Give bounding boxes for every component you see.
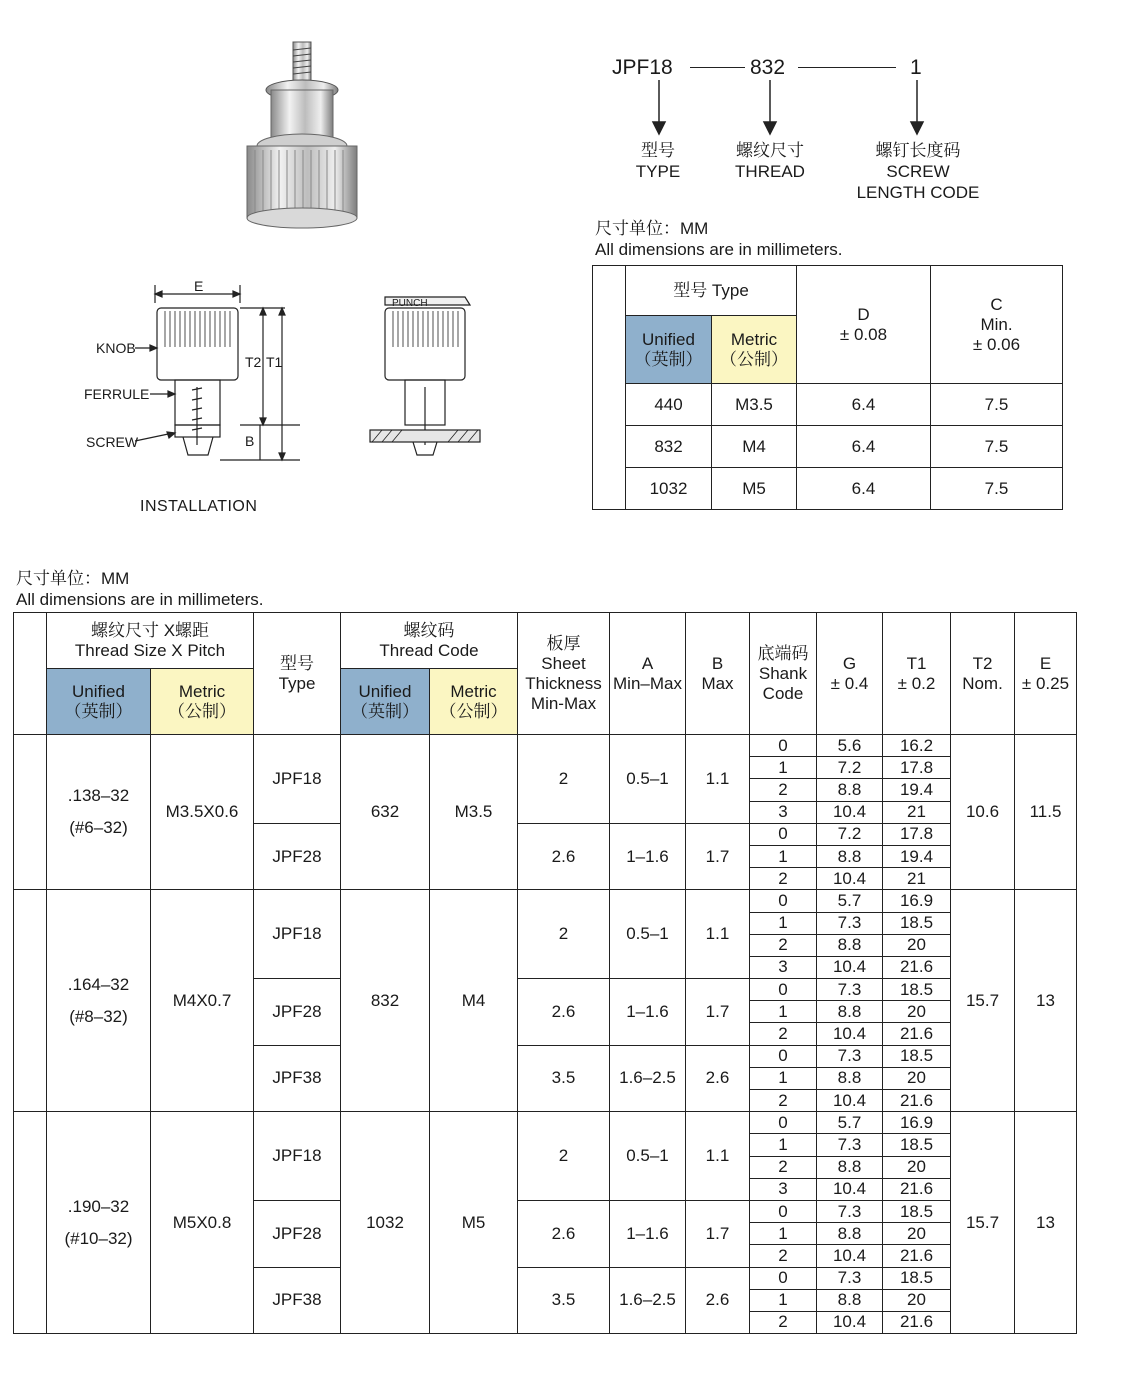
cell-t1: 21.6 [883, 956, 951, 978]
code-dash [690, 67, 745, 68]
cell-shank: 1 [750, 912, 817, 934]
cell-shank: 2 [750, 1311, 817, 1333]
cell-shank: 1 [750, 1001, 817, 1023]
cell-metric-thread: M5X0.8 [151, 1112, 254, 1334]
code-label-thread-cn: 螺纹尺寸 [736, 141, 804, 160]
code-segment-thread: 832 [750, 56, 786, 79]
cell-t1: 20 [883, 934, 951, 956]
cell-g: 10.4 [817, 1311, 883, 1333]
cell-g: 10.4 [817, 1245, 883, 1267]
col-header-unified: Unified （英制） [47, 669, 151, 735]
cell-g: 5.7 [817, 890, 883, 912]
table-spacer [593, 266, 626, 510]
units-note-cn: 尺寸单位：MM [595, 219, 709, 238]
cell-shank: 0 [750, 735, 817, 757]
cell-g: 10.4 [817, 956, 883, 978]
cell-shank: 2 [750, 868, 817, 890]
cell-g: 7.3 [817, 912, 883, 934]
cell-shank: 1 [750, 757, 817, 779]
cell-b: 1.7 [686, 1200, 750, 1267]
cell-shank: 3 [750, 1178, 817, 1200]
label-punch: PUNCH [392, 298, 428, 309]
cell-shank: 0 [750, 1045, 817, 1067]
drawing-caption: INSTALLATION [140, 498, 258, 515]
cell-t1: 16.2 [883, 735, 951, 757]
cell-t1: 20 [883, 1001, 951, 1023]
code-dash [798, 67, 896, 68]
cell-shank: 3 [750, 801, 817, 823]
cell-metric-thread: M4X0.7 [151, 890, 254, 1112]
col-header-thread-code: 螺纹码 Thread Code [341, 613, 518, 669]
installation-drawing [80, 275, 520, 475]
cell-e: 11.5 [1015, 735, 1077, 890]
table-row: 1032 M5 6.4 7.5 [593, 468, 1063, 510]
cell-shank: 3 [750, 956, 817, 978]
cell-unified-thread: .138–32 (#6–32) [47, 735, 151, 890]
col-header-thread-size: 螺纹尺寸 X螺距 Thread Size X Pitch [47, 613, 254, 669]
cell-g: 8.8 [817, 845, 883, 867]
cell-g: 10.4 [817, 801, 883, 823]
cell-b: 1.1 [686, 1112, 750, 1201]
cell-shank: 2 [750, 934, 817, 956]
cell-shank: 0 [750, 1112, 817, 1134]
cell-g: 5.7 [817, 1112, 883, 1134]
cell-e: 13 [1015, 1112, 1077, 1334]
cell-t1: 19.4 [883, 779, 951, 801]
cell-t1: 19.4 [883, 845, 951, 867]
cell-t1: 21.6 [883, 1023, 951, 1045]
dim-label-t2: T2 [245, 354, 262, 370]
col-header-a: A Min–Max [610, 613, 686, 735]
cell-shank: 1 [750, 1223, 817, 1245]
col-header-g: G ± 0.4 [817, 613, 883, 735]
cell-g: 7.3 [817, 979, 883, 1001]
cell-shank: 2 [750, 1156, 817, 1178]
cell-t1: 20 [883, 1289, 951, 1311]
cell-shank: 0 [750, 979, 817, 1001]
cell-b: 1.1 [686, 890, 750, 979]
col-header-type: 型号 Type [626, 266, 797, 316]
cell-t1: 20 [883, 1156, 951, 1178]
cell-a: 0.5–1 [610, 890, 686, 979]
cell-a: 1.6–2.5 [610, 1045, 686, 1112]
cell-type: JPF18 [254, 1112, 341, 1201]
cell-type: JPF28 [254, 823, 341, 890]
cell-t1: 17.8 [883, 757, 951, 779]
table-row: 440 M3.5 6.4 7.5 [593, 384, 1063, 426]
cell-type: JPF18 [254, 890, 341, 979]
code-label-length-en: SCREW [886, 162, 950, 181]
cell-shank: 1 [750, 1134, 817, 1156]
cell-code-metric: M4 [430, 890, 518, 1112]
code-segment-type: JPF18 [612, 56, 673, 79]
cell-t1: 20 [883, 1067, 951, 1089]
col-header-code-unified: Unified （英制） [341, 669, 430, 735]
cell-metric-thread: M3.5X0.6 [151, 735, 254, 890]
col-header-code-metric: Metric （公制） [430, 669, 518, 735]
cell-shank: 0 [750, 1200, 817, 1222]
cell-t1: 18.5 [883, 1045, 951, 1067]
table-spacer [14, 890, 47, 1112]
code-label-type-cn: 型号 [641, 141, 675, 160]
cell-shank: 2 [750, 1245, 817, 1267]
dim-label-e: E [194, 278, 204, 294]
cell-a: 0.5–1 [610, 735, 686, 824]
cell-t1: 21 [883, 868, 951, 890]
cell-t1: 21.6 [883, 1311, 951, 1333]
cell-shank: 1 [750, 1289, 817, 1311]
cell-t1: 18.5 [883, 912, 951, 934]
label-screw: SCREW [86, 434, 139, 450]
cell-shank: 2 [750, 779, 817, 801]
cell-g: 7.3 [817, 1200, 883, 1222]
cell-g: 7.2 [817, 757, 883, 779]
col-header-metric: Metric （公制） [712, 316, 797, 384]
table-spacer [14, 613, 47, 735]
cell-a: 1.6–2.5 [610, 1267, 686, 1334]
dim-label-b: B [245, 433, 255, 449]
product-photo [235, 38, 365, 238]
cell-g: 10.4 [817, 1178, 883, 1200]
cell-a: 1–1.6 [610, 823, 686, 890]
col-header-t2: T2 Nom. [951, 613, 1015, 735]
cell-unified-thread: .164–32 (#8–32) [47, 890, 151, 1112]
cell-code-metric: M3.5 [430, 735, 518, 890]
cell-g: 8.8 [817, 779, 883, 801]
col-header-metric: Metric （公制） [151, 669, 254, 735]
cell-g: 10.4 [817, 1023, 883, 1045]
cell-shank: 1 [750, 1067, 817, 1089]
cell-sheet: 2 [518, 735, 610, 824]
cell-code-unified: 632 [341, 735, 430, 890]
table-spacer [14, 735, 47, 890]
cell-g: 8.8 [817, 1289, 883, 1311]
cell-e: 13 [1015, 890, 1077, 1112]
dim-label-t1: T1 [266, 354, 283, 370]
cell-sheet: 3.5 [518, 1045, 610, 1112]
cell-sheet: 2 [518, 1112, 610, 1201]
cell-shank: 0 [750, 890, 817, 912]
code-arrows [640, 80, 940, 138]
cell-t2: 15.7 [951, 1112, 1015, 1334]
label-ferrule: FERRULE [84, 386, 150, 402]
units-note-en-2: All dimensions are in millimeters. [16, 590, 264, 609]
code-label-length-en2: LENGTH CODE [856, 183, 980, 202]
cell-g: 7.2 [817, 823, 883, 845]
dimension-table-small [592, 265, 1063, 510]
cell-g: 8.8 [817, 1223, 883, 1245]
code-label-type-en: TYPE [635, 162, 681, 181]
cell-sheet: 2 [518, 890, 610, 979]
cell-b: 2.6 [686, 1267, 750, 1334]
table-spacer [14, 1112, 47, 1334]
cell-g: 10.4 [817, 868, 883, 890]
cell-a: 1–1.6 [610, 1200, 686, 1267]
code-label-length-cn: 螺钉长度码 [875, 141, 961, 160]
cell-sheet: 3.5 [518, 1267, 610, 1334]
cell-g: 8.8 [817, 934, 883, 956]
cell-t2: 15.7 [951, 890, 1015, 1112]
specification-table [13, 612, 1077, 1334]
cell-g: 7.3 [817, 1045, 883, 1067]
cell-t1: 21.6 [883, 1178, 951, 1200]
col-header-b: B Max [686, 613, 750, 735]
col-header-shank: 底端码 Shank Code [750, 613, 817, 735]
cell-t1: 18.5 [883, 979, 951, 1001]
cell-code-unified: 1032 [341, 1112, 430, 1334]
cell-b: 1.7 [686, 823, 750, 890]
cell-a: 1–1.6 [610, 979, 686, 1046]
col-header-type: 型号 Type [254, 613, 341, 735]
cell-sheet: 2.6 [518, 1200, 610, 1267]
cell-b: 1.1 [686, 735, 750, 824]
cell-g: 7.3 [817, 1267, 883, 1289]
col-header-unified: Unified （英制） [626, 316, 712, 384]
cell-t1: 20 [883, 1223, 951, 1245]
col-header-e: E ± 0.25 [1015, 613, 1077, 735]
cell-g: 7.3 [817, 1134, 883, 1156]
cell-g: 10.4 [817, 1090, 883, 1112]
col-header-d: D ± 0.08 [797, 266, 931, 384]
cell-t1: 21.6 [883, 1090, 951, 1112]
cell-type: JPF18 [254, 735, 341, 824]
units-note-cn-2: 尺寸单位：MM [16, 569, 130, 588]
cell-sheet: 2.6 [518, 979, 610, 1046]
cell-t1: 16.9 [883, 1112, 951, 1134]
cell-g: 8.8 [817, 1156, 883, 1178]
cell-shank: 0 [750, 823, 817, 845]
cell-code-metric: M5 [430, 1112, 518, 1334]
cell-t1: 18.5 [883, 1200, 951, 1222]
cell-t1: 21 [883, 801, 951, 823]
cell-t1: 18.5 [883, 1267, 951, 1289]
cell-type: JPF38 [254, 1045, 341, 1112]
cell-shank: 1 [750, 845, 817, 867]
cell-shank: 2 [750, 1090, 817, 1112]
code-label-thread-en: THREAD [735, 162, 805, 181]
cell-b: 1.7 [686, 979, 750, 1046]
cell-type: JPF38 [254, 1267, 341, 1334]
col-header-t1: T1 ± 0.2 [883, 613, 951, 735]
cell-type: JPF28 [254, 1200, 341, 1267]
label-knob: KNOB [96, 340, 136, 356]
col-header-sheet: 板厚 Sheet Thickness Min-Max [518, 613, 610, 735]
cell-shank: 0 [750, 1267, 817, 1289]
cell-t2: 10.6 [951, 735, 1015, 890]
table-row: 832 M4 6.4 7.5 [593, 426, 1063, 468]
cell-shank: 2 [750, 1023, 817, 1045]
code-segment-length: 1 [910, 56, 922, 79]
cell-b: 2.6 [686, 1045, 750, 1112]
cell-unified-thread: .190–32 (#10–32) [47, 1112, 151, 1334]
table-row [14, 735, 1077, 757]
col-header-c: C Min. ± 0.06 [931, 266, 1063, 384]
cell-t1: 17.8 [883, 823, 951, 845]
cell-t1: 16.9 [883, 890, 951, 912]
cell-type: JPF28 [254, 979, 341, 1046]
cell-t1: 18.5 [883, 1134, 951, 1156]
table-row [14, 890, 1077, 912]
cell-t1: 21.6 [883, 1245, 951, 1267]
table-row [14, 1112, 1077, 1134]
units-note-en: All dimensions are in millimeters. [595, 240, 843, 259]
cell-sheet: 2.6 [518, 823, 610, 890]
cell-g: 8.8 [817, 1067, 883, 1089]
cell-code-unified: 832 [341, 890, 430, 1112]
cell-g: 5.6 [817, 735, 883, 757]
cell-a: 0.5–1 [610, 1112, 686, 1201]
cell-g: 8.8 [817, 1001, 883, 1023]
